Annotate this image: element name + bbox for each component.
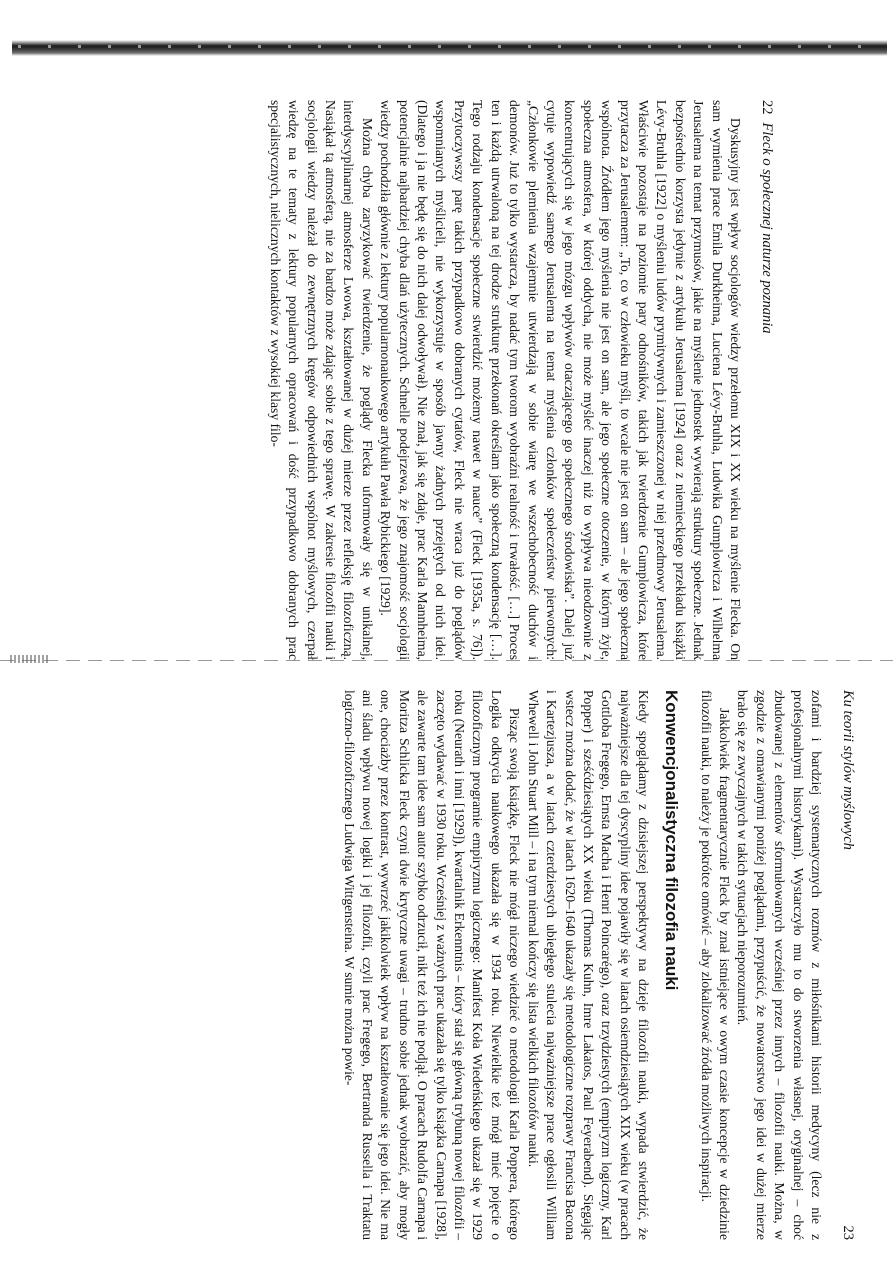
body-text-right [339,690,825,1240]
paragraph: Pisząc swoją książkę, Fleck nie mógł niczego wiedzieć o metodologii Karla Poppera, którego Logika odkrycia naukowego ukazała się w 1934 roku. Niewielkie też mógł mieć pojęcie o filozoficznym programie empiryzmu logicznego: Manifest Koła Wiedeńskiego ukazał się w 1929 roku (Neurath i inni [1929]), kwartalnik Erkenntnis – który stał się główną trybuną nowej filozofii – zaczęto wydawać w 1930 roku. Wcześniej z ważnych prac ukazała się tylko książka Carnapa [1928], ale zawarte tam idee sam autor szybko odrzucił, nikt też ich nie podjął. O pracach Rudolfa Carnapa i Moritza Schlicka Fleck czyni dwie krytyczne uwagi – trudno sobie jednak wyobrazić, aby mogły one, chociażby przez kontrast, wywrzeć jakikolwiek wpływ na kształtowanie się jego idei. Nie ma ani śladu wpływu nowej logiki i jej filozofii, czyli prac Fregego, Bertranda Russella i Traktatu logiczno-filozoficznego Ludwiga Wittgensteina. W sumie można powie- [341,690,523,1240]
page-22 [101,100,776,660]
page-fold-line [0,660,893,661]
running-head-left [758,100,776,660]
running-head-title-right: Ku teorii stylów myślowych [840,690,856,850]
page-number-right: 23 [840,1225,856,1240]
paragraph: Można chyba zaryzykować twierdzenie, że poglądy Flecka uformowały się w unikalnej, interdyscyplinarnej atmosferze Lwowa, kształtowanej w dużej mierze przez refleksję filozoficzną. Nasiąkał tą atmosferą, nie za bardzo może zdając sobie z tego sprawę. W zakresie filozofii nauki i socjologii wiedzy należał do zewnętrznych kręgów odpowiednich wspólnot myślowych, czerpał wiedzę na te tematy z lektury popularnych opracowań i dość przypadkowo dobranych prac specjalistycznych, nielicznych kontaktów z wysokiej klasy filo- [267,100,375,660]
scanner-edge-artifact [12,40,887,56]
paragraph: Dyskusyjny jest wpływ socjologów wiedzy przełomu XIX i XX wieku na myślenie Flecka. On sam wymienia prace Emila Durkheima, Luciena Lévy-Bruhla, Ludwika Gumplowicza i Wilhelma Jerusalema na temat przymusów, jakie na myślenie jednostek wywierają struktury społeczne. Jednak bezpośrednio korzysta jedynie z artykułu Jerusalema [1924] oraz z niemieckiego przekładu książki Lévy-Bruhla [1922] o myśleniu ludów prymitywnych i zamieszczonej w niej przedmowy Jerusalema. Właściwie pozostaje na poziomie pary odnośników, takich jak twierdzenie Gumplowicza, które przytacza za Jerusalemem: „To, co w człowieku myśli, to wcale nie jest on sam – ale jego społeczna wspólnota. Źródłem jego myślenia nie jest on sam, ale jego społeczne otoczenie, w którym żyje, społeczna atmosfera, w której oddycha, nie może myśleć inaczej niż to wypływa nieodzownie z koncentrujących się w jego mózgu wpływów otaczającego go społecznego środowiska”. Dalej już cytuje wypowiedź samego Jerusalema na temat myślenia członków społeczeństw pierwotnych: „Członkowie plemienia wzajemnie utwierdzają w sobie wiarę we wszechobecność duchów i demonów. Już to tylko wystarcza, by nadać tym tworom wyobraźni realność i trwałość. […] Proces ten i każdą utrwaloną na tej drodze strukturę przekonań określam jako społeczną kondensację […]. Tego rodzaju kondensacje społeczne stwierdzić możemy nawet w nauce” (Fleck [1935a, s. 76]). Przytoczywszy parę takich przypadkowo dobranych cytatów, Fleck nie wraca już do poglądów wspomnianych myślicieli, nie wykorzystuje w sposób jawny żadnych przejętych od nich idei. (Dlatego i ja nie będę się do nich dalej odwoływał). Nie znał, jak się zdaje, prac Karla Mannheima, potencjalnie najbardziej chyba dlań użytecznych. Schnelle podejrzewa, że jego znajomość socjologii wiedzy pochodziła głównie z lektury popularnonaukowego artykułu Pawła Rybickiego [1929]. [378,100,743,660]
paragraph: Kiedy spoglądamy z dzisiejszej perspektywy na dzieje filozofii nauki, wypada stwierdzić, że najważniejsze dla tej dyscypliny idee pojawiły się w latach osiemdziesiątych XIX wieku (w pracach Gottloba Fregego, Ernsta Macha i Henri Poincarégo), oraz trzydziestych (empiryzm logiczny, Karl Popper) i sześćdziesiątych XX wieku (Thomas Kuhn, Imre Lakatos, Paul Feyerabend). Sięgając wstecz można dodać, że w latach 1620–1640 ukazały się metodologiczne rozprawy Francisa Bacona i Kartezjusza, a w latach czterdziestych ubiegłego stulecia najważniejsze prace ogłosili William Whewell i John Stuart Mill – i na tym niemal kończy się lista wielkich filozofów nauki. [525,690,652,1240]
paragraph: Jakkolwiek fragmentarycznie Fleck by znał istniejące w owym czasie koncepcje w dziedzinie filozofii nauki, to należy je pokrótce omówić – aby zlokalizować źródła możliwych inspiracji. [698,690,732,1240]
section-heading: Konwencjonalistyczna filozofia nauki [662,690,682,991]
page-number-left: 22 [759,100,775,115]
running-head-right [839,690,857,1240]
scan-smudge [10,655,48,663]
paragraph: zofami i bardziej systematycznych rozmów z miłośnikami historii medycyny (lecz nie z profesjonalnymi historykami). Wystarczyło mu to do stworzenia własnej, oryginalnej – choć zbudowanej z elementów sformułowanych wcześniej przez innych – filozofii nauki. Można, w zgodzie z omawianymi poniżej poglądami, przypuścić, że nowatorstwo jego idei w dużej mierze brało się ze zwyczajnych w takich sytuacjach nieporozumień. [735,690,824,1240]
running-head-title-left: Fleck o społecznej naturze poznania [759,122,775,334]
body-text-left [265,100,744,660]
page-23 [101,690,857,1240]
